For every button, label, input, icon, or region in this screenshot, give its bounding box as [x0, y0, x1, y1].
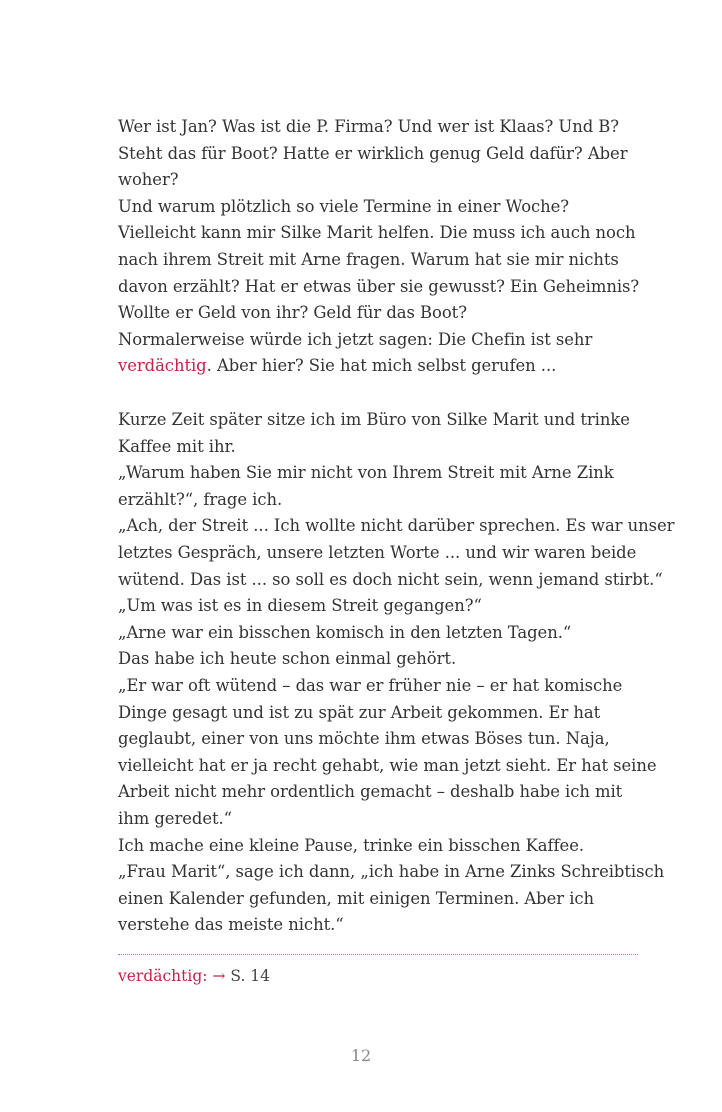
text-line: Wer ist Jan? Was ist die P. Firma? Und wer ist Klaas? Und B?	[118, 117, 620, 136]
text-line-with-glossary-term	[118, 353, 648, 380]
footnote-divider	[118, 954, 638, 955]
text-line: vielleicht hat er ja recht gehabt, wie man jetzt sieht. Er hat seine	[118, 755, 657, 775]
text-line: einen Kalender gefunden, mit einigen Terminen. Aber ich	[118, 888, 595, 908]
paragraph-2	[118, 407, 675, 939]
text-line: Arbeit nicht mehr ordentlich gemacht – deshalb habe ich mit	[118, 782, 623, 802]
text-line: „Warum haben Sie mir nicht von Ihrem Streit mit Arne Zink	[118, 463, 614, 483]
text-line: Vielleicht kann mir Silke Marit helfen. Die muss ich auch noch	[118, 223, 636, 243]
text-line: Und warum plötzlich so viele Termine in einer Woche?	[118, 196, 570, 216]
text-line: ihm geredet.“	[118, 808, 232, 828]
text-line: letztes Gespräch, unsere letzten Worte ... und wir waren beide	[118, 542, 637, 562]
text-line: „Um was ist es in diesem Streit gegangen?“	[118, 596, 482, 616]
text-line: davon erzählt? Hat er etwas über sie gewusst? Ein Geheimnis?	[118, 276, 640, 296]
arrow-right-icon: →	[212, 967, 226, 985]
text-line: erzählt?“, frage ich.	[118, 489, 283, 509]
text-line: Kaffee mit ihr.	[118, 436, 236, 456]
text-line: woher?	[118, 170, 179, 190]
glossary-page-reference[interactable]: S. 14	[230, 967, 271, 985]
text-line: „Arne war ein bisschen komisch in den letzten Tagen.“	[118, 622, 572, 642]
text-line: „Ach, der Streit ... Ich wollte nicht darüber sprechen. Es war unser	[118, 516, 675, 536]
text-line: Ich mache eine kleine Pause, trinke ein bisschen Kaffee.	[118, 835, 585, 855]
text-line: Wollte er Geld von ihr? Geld für das Boot?	[118, 303, 467, 323]
text-line: verstehe das meiste nicht.“	[118, 915, 344, 935]
glossary-term: verdächtig:	[118, 967, 208, 985]
text-line: „Er war oft wütend – das war er früher nie – er hat komische	[118, 675, 623, 695]
text-line: nach ihrem Streit mit Arne fragen. Warum hat sie mir nichts	[118, 249, 619, 269]
glossary-footnote	[118, 965, 270, 987]
text-line: Das habe ich heute schon einmal gehört.	[118, 649, 457, 669]
text-line: Dinge gesagt und ist zu spät zur Arbeit gekommen. Er hat	[118, 702, 601, 722]
text-line: geglaubt, einer von uns möchte ihm etwas Böses tun. Naja,	[118, 729, 610, 749]
page-number: 12	[350, 1046, 372, 1065]
text-line: wütend. Das ist ... so soll es doch nicht sein, wenn jemand stirbt.“	[118, 569, 663, 589]
glossary-highlight-word[interactable]: verdächtig	[118, 356, 207, 376]
paragraph-1	[118, 114, 648, 380]
text-line: Normalerweise würde ich jetzt sagen: Die Chefin ist sehr	[118, 329, 593, 349]
text-line-rest: . Aber hier? Sie hat mich selbst gerufen ...	[206, 356, 557, 376]
text-line: Steht das für Boot? Hatte er wirklich genug Geld dafür? Aber	[118, 143, 628, 163]
text-line: Kurze Zeit später sitze ich im Büro von Silke Marit und trinke	[118, 410, 630, 429]
text-line: „Frau Marit“, sage ich dann, „ich habe in Arne Zinks Schreibtisch	[118, 862, 665, 882]
